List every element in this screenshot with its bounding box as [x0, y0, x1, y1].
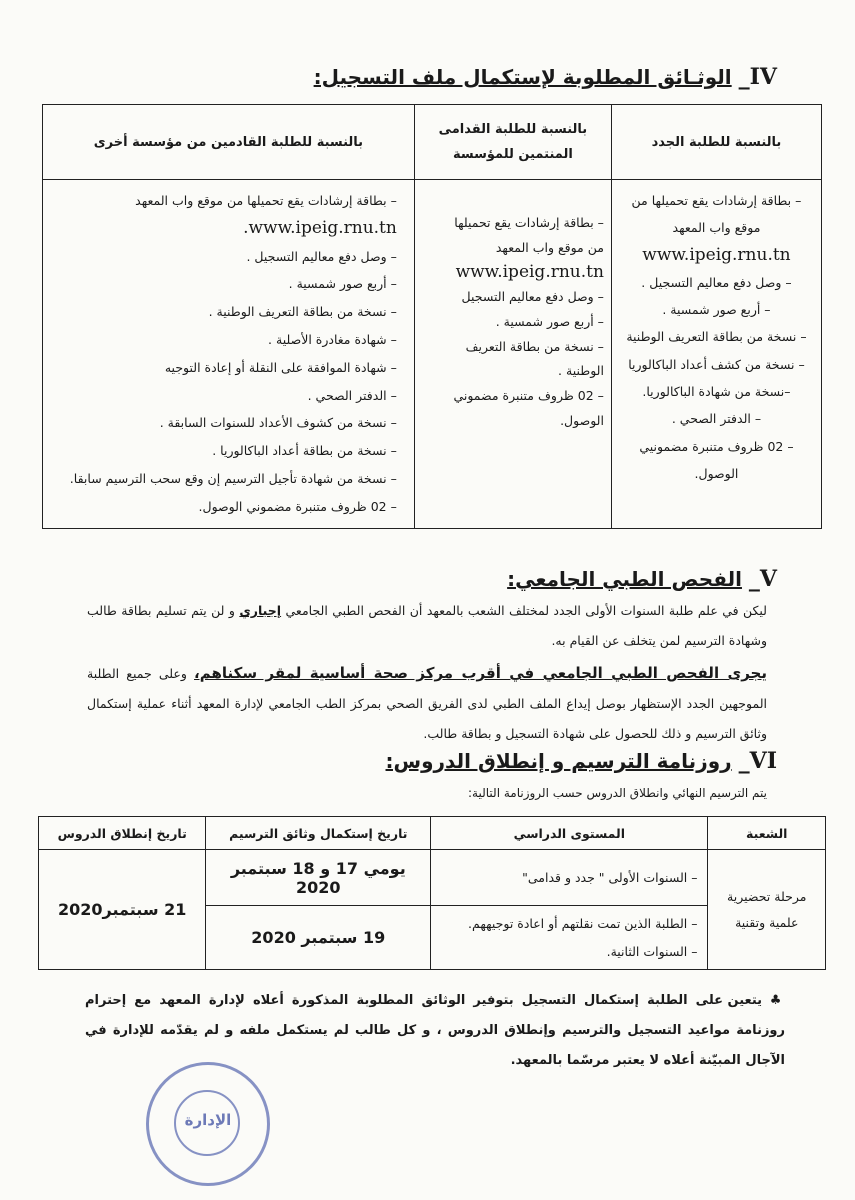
website-url: www.ipeig.rnu.tn: [455, 262, 604, 283]
list-item: الوطنية .: [558, 363, 604, 379]
list-item: – 02 ظروف متنبرة مضموني الوصول.: [198, 498, 397, 514]
stamp-label: الإدارة: [184, 1111, 232, 1129]
list-item: – بطاقة إرشادات يقع تحميلها: [454, 215, 604, 230]
header-level: المستوى الدراسي: [431, 817, 708, 850]
footer-note-text: يتعين على الطلبة إستكمال التسجيل بتوفير الوثائق المطلوبة المذكورة أعلاه لإدارة المعهد مع إحترام روزنامة مواعيد التسجيل والترسيم وإنطلاق الدروس ، و كل طالب لم يستكمل ملفه و لم يقدّمه للإدارة في الآجال المبيّنة أعلاه لا يعتبر مرسّما بالمعهد.: [85, 993, 785, 1068]
level-second-year: [431, 906, 708, 970]
list-item: الوصول.: [694, 465, 739, 481]
section5-title: [507, 566, 777, 592]
old-students-cell: [414, 180, 611, 529]
medical-exam-paragraph-1: [87, 596, 767, 656]
medical-text-rest: وعلى جميع الطلبة الموجهين الجدد الإستظهار بوصل إيداع الملف الطبي لدى الفريق الصحي بمركز الطب الجامعي لإدارة المعهد أثناء عملية إستكمال وثائق الترسيم و ذلك للحصول على شهادة التسجيل و بطاقة طالب.: [87, 666, 767, 741]
list-item: – شهادة مغادرة الأصلية .: [268, 331, 397, 347]
header-old-line1: بالنسبة للطلبة القدامى: [438, 122, 588, 137]
list-item: – أربع صور شمسية .: [662, 302, 771, 318]
list-item: – نسخة من كشف أعداد الباكالوريا: [628, 356, 805, 372]
section5-title-text: الفحص الطبي الجامعي:: [507, 567, 742, 591]
level-first-year: – السنوات الأولى " جدد و قدامى": [431, 850, 708, 906]
date-second-year: 19 سبتمبر 2020: [206, 906, 431, 970]
section5-number: V_: [748, 566, 777, 592]
medical-exam-paragraph-2: [87, 658, 767, 749]
list-item: – نسخة من بطاقة التعريف: [465, 338, 604, 354]
header-start-date: تاريخ إنطلاق الدروس: [39, 817, 206, 850]
medical-text-a: ليكن في علم طلبة السنوات الأولى الجدد لمختلف الشعب بالمعهد أن الفحص الطبي الجامعي: [285, 603, 767, 618]
new-students-list: [613, 181, 820, 493]
transfer-students-list: [44, 181, 413, 527]
old-students-list: [416, 181, 610, 439]
list-item: – بطاقة إرشادات يقع تحميلها من: [631, 193, 802, 208]
list-item: – نسخة من بطاقة التعريف الوطنية .: [208, 304, 397, 320]
documents-table: [42, 104, 822, 529]
mandatory-word: إجباري: [239, 603, 282, 618]
list-item: – 02 ظروف متنبرة مضمونيي: [639, 438, 794, 454]
list-item: – وصل دفع معاليم التسجيل: [461, 289, 604, 305]
list-item: – بطاقة إرشادات يقع تحميلها من موقع واب المعهد: [135, 193, 397, 208]
list-item: – وصل دفع معاليم التسجيل .: [246, 248, 397, 264]
section6-number: VI_: [738, 748, 777, 774]
header-docs-date: تاريخ إستكمال وثائق الترسيم: [206, 817, 431, 850]
header-new-students: بالنسبة للطلبة الجدد: [611, 105, 821, 180]
level-transferred: – الطلبة الذين تمت نقلتهم أو اعادة توجيههم.: [468, 915, 698, 931]
website-url: www.ipeig.rnu.tn.: [243, 217, 397, 238]
header-branch: الشعبة: [708, 817, 826, 850]
medical-center-note: يجرى الفحص الطبي الجامعي في أقرب مركز صحة أساسية لمقر سكناهم،: [194, 664, 767, 682]
level-second: – السنوات الثانية.: [606, 943, 698, 959]
calendar-intro: يتم الترسيم النهائي وانطلاق الدروس حسب الروزنامة التالية:: [468, 786, 767, 800]
list-item: الوصول.: [560, 412, 604, 428]
section6-title-text: روزنامة الترسيم و إنطلاق الدروس:: [385, 749, 732, 773]
list-item: – أربع صور شمسية .: [288, 276, 397, 292]
list-item: – أربع صور شمسية .: [495, 313, 604, 329]
list-item: – نسخة من شهادة تأجيل الترسيم إن وقع سحب الترسيم سابقا.: [69, 470, 397, 486]
list-item: – شهادة الموافقة على النقلة أو إعادة التوجيه: [164, 359, 397, 375]
section4-title: [314, 64, 777, 90]
header-old-students: [414, 105, 611, 180]
list-item: –نسخة من شهادة الباكالوريا.: [642, 384, 791, 400]
administration-stamp: [146, 1062, 270, 1186]
transfer-students-cell: [43, 180, 415, 529]
list-item: – 02 ظروف متنبرة مضموني: [453, 387, 604, 403]
medical-text-b: و لن يتم تسليم بطاقة طالب وشهادة الترسيم لمن يتخلف عن القيام به.: [87, 603, 767, 648]
new-students-cell: [611, 180, 821, 529]
list-item: – وصل دفع معاليم التسجيل .: [641, 274, 792, 290]
list-item: – نسخة من بطاقة التعريف الوطنية: [626, 329, 807, 345]
date-first-year: يومي 17 و 18 سبتمبر 2020: [206, 850, 431, 906]
list-item: – الدفتر الصحي .: [307, 387, 397, 403]
calendar-table: [38, 816, 826, 970]
list-item: موقع واب المعهد: [672, 220, 761, 236]
list-item: – نسخة من بطاقة أعداد الباكالوريا .: [212, 443, 397, 459]
website-url: www.ipeig.rnu.tn: [642, 244, 791, 265]
section4-number: IV_: [738, 64, 777, 90]
header-old-line2: المنتمين للمؤسسة: [452, 147, 573, 162]
header-transfer-students: بالنسبة للطلبة القادمين من مؤسسة أخرى: [43, 105, 415, 180]
footer-note: [85, 986, 785, 1076]
list-item: – الدفتر الصحي .: [671, 411, 762, 427]
club-bullet-icon: ♣: [769, 993, 786, 1008]
branch-cell: مرحلة تحضيرية علمية وتقنية: [708, 850, 826, 970]
section4-title-text: الوثـائق المطلوبة لإستكمال ملف التسجيل:: [313, 65, 732, 89]
section6-title: [386, 748, 777, 774]
list-item: من موقع واب المعهد: [495, 239, 604, 255]
classes-start-date: 21 سبتمبر2020: [39, 850, 206, 970]
list-item: – نسخة من كشوف الأعداد للسنوات السابقة .: [159, 415, 397, 431]
